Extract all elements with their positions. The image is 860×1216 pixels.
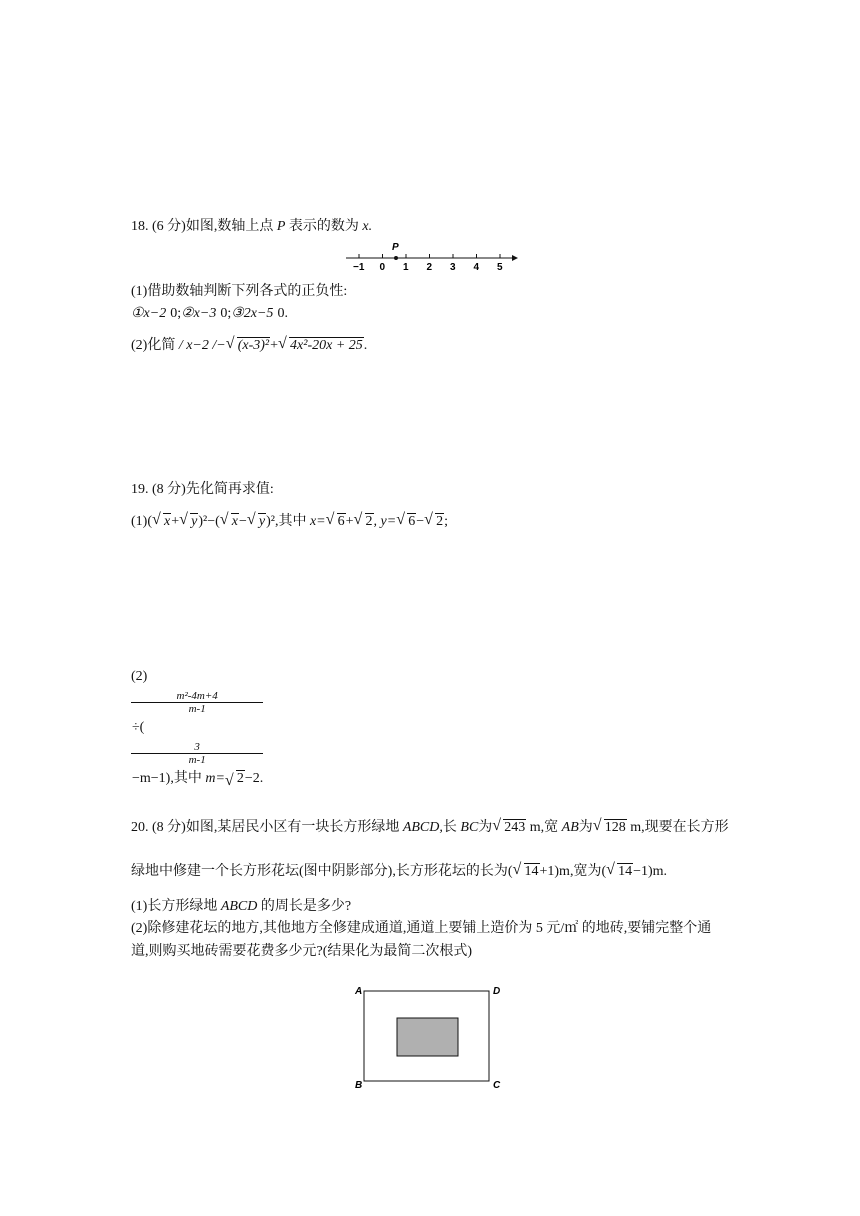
vertex-a-label: A xyxy=(355,986,363,997)
q19-part1: (1)( √ x+ √ y)²−( √ x− √ y)²,其中 x= √ 6+ √ 2, y= √ 6− √ 2; xyxy=(131,511,449,529)
number-line-tick-label: 0 xyxy=(379,262,386,273)
number-line xyxy=(340,240,520,274)
q20-part2-line1: (2)除修建花坛的地方,其他地方全修建成通道,通道上要铺上造价为 5 元/㎡ 的地砖,要铺完整个通 xyxy=(131,921,712,936)
q18-part2: (2)化简 / x−2 /− √ (x-3)²+ √ 4x²-20x + 25. xyxy=(131,335,368,353)
number-line-tick-label: 3 xyxy=(450,262,456,273)
number-line-tick-label: 1 xyxy=(403,262,409,273)
q20-part2-line2: 道,则购买地砖需要花费多少元?(结果化为最简二次根式) xyxy=(131,944,473,959)
q19-part2: (2) m²-4m+4 m-1 ÷( 3 m-1 −m−1),其中 m= √ 2−2. xyxy=(131,669,264,789)
number-line-tick-label: 2 xyxy=(426,262,433,273)
number-line-tick-label: 5 xyxy=(497,262,503,273)
q19-heading: 19. (8 分)先化简再求值: xyxy=(131,482,274,497)
vertex-b-label: B xyxy=(355,1080,363,1091)
rectangle-figure xyxy=(350,982,510,1092)
vertex-c-label: C xyxy=(493,1080,501,1091)
q18-heading: 18. (6 分)如图,数轴上点 P 表示的数为 x. xyxy=(131,219,373,234)
q18-part1-items: ①x−2 0;②x−3 0;③2x−5 0. xyxy=(131,306,288,321)
vertex-d-label: D xyxy=(493,986,501,997)
q20-line2: 绿地中修建一个长方形花坛(图中阴影部分),长方形花坛的长为( √ 14+1)m,宽为( √ 14−1)m. xyxy=(131,861,668,879)
number-line-tick-label: 4 xyxy=(473,262,480,273)
point-p-label: P xyxy=(392,242,399,253)
q20-line1: 20. (8 分)如图,某居民小区有一块长方形绿地 ABCD,长 BC为 √ 243 m,宽 AB为 √ 128 m,现要在长方形 xyxy=(131,817,729,835)
flower-bed-shaded xyxy=(397,1018,458,1056)
q18-part1-title: (1)借助数轴判断下列各式的正负性: xyxy=(131,284,348,299)
number-line-tick-label: −1 xyxy=(353,262,365,273)
q20-part1: (1)长方形绿地 ABCD 的周长是多少? xyxy=(131,899,352,914)
